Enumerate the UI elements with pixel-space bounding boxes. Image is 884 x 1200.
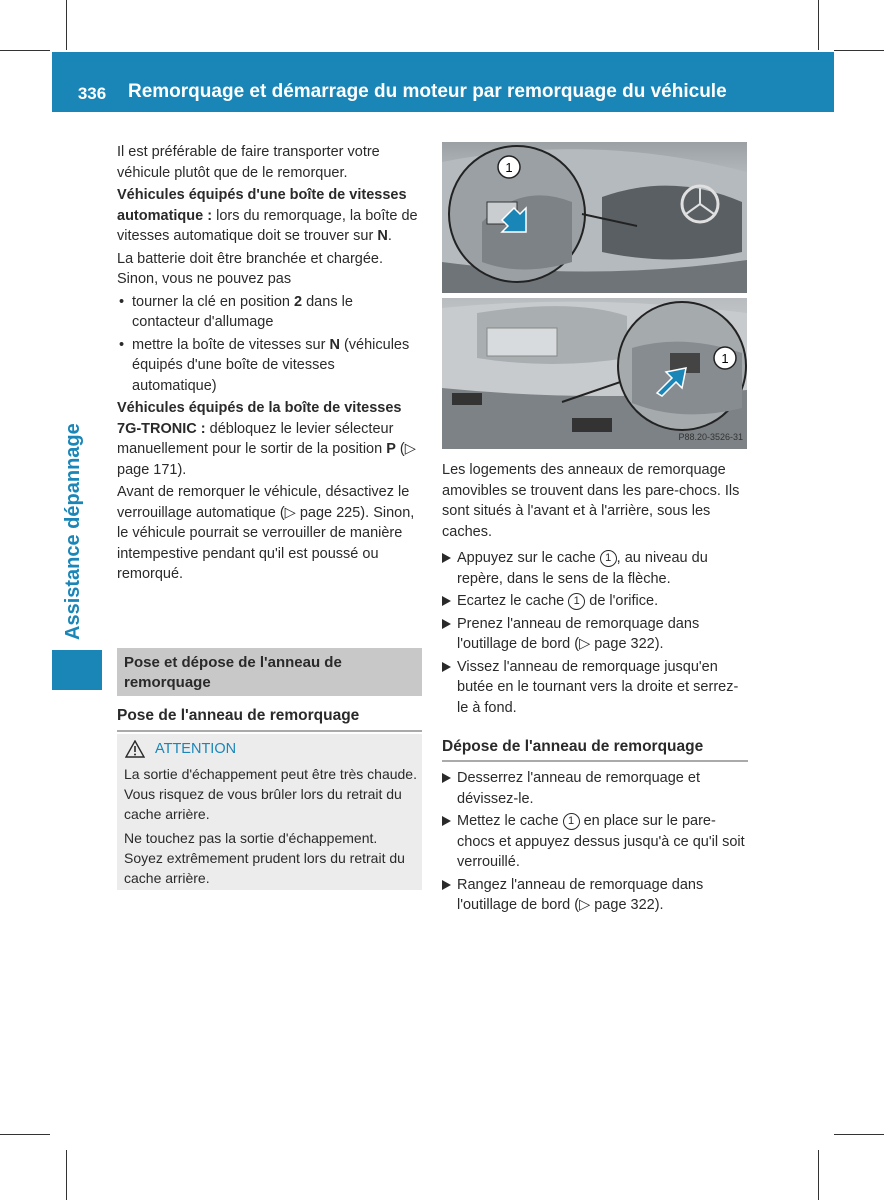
arrow-icon — [442, 553, 451, 563]
crop-mark — [818, 0, 819, 50]
arrow-icon — [442, 662, 451, 672]
attention-label: ATTENTION — [155, 741, 237, 757]
attention-text — [124, 764, 418, 890]
paragraph: Avant de remorquer le véhicule, désactivez le verrouillage automatique (▷ page 225). Sinon, le véhicule pourrait se verrouiller de manière intempestive pendant qu'il est poussé ou remorqué. — [117, 484, 415, 582]
list-item: Prenez l'anneau de remorquage dans l'outillage de bord (▷ page 322). — [442, 614, 748, 655]
sub-heading: Pose de l'anneau de remorquage — [117, 707, 360, 724]
front-bumper-photo — [442, 142, 747, 293]
arrow-icon — [442, 619, 451, 629]
side-tab-marker — [52, 650, 102, 690]
paragraph: Les logements des anneaux de remorquage amovibles se trouvent dans les pare-chocs. Ils sont situés à l'avant et à l'arrière, sous les caches. — [442, 462, 740, 540]
list-item: Desserrez l'anneau de remorquage et dévissez-le. — [442, 768, 748, 809]
attention-box — [117, 734, 422, 890]
list-item: • mettre la boîte de vitesses sur N (véhicules équipés d'une boîte de vitesses automatique) — [117, 335, 423, 397]
section-heading-box — [117, 648, 422, 696]
callout-number: 1 — [721, 351, 729, 366]
side-tab-label: Assistance dépannage — [62, 423, 84, 640]
arrow-icon — [442, 816, 451, 826]
paragraph: Véhicules équipés de la boîte de vitesses 7G-TRONIC : débloquez le levier sélecteur manuellement pour le sortir de la position P (▷ page 171). — [117, 400, 416, 478]
figure-code: P88.20-3526-31 — [678, 431, 743, 442]
crop-mark — [0, 1134, 50, 1135]
step-list — [442, 768, 748, 918]
list-item: Ecartez le cache 1 de l'orifice. — [442, 591, 748, 612]
arrow-icon — [442, 596, 451, 606]
page-number: 336 — [77, 84, 107, 103]
crop-mark — [66, 0, 67, 50]
divider — [442, 760, 748, 762]
paragraph: Véhicules équipés d'une boîte de vitesses automatique : lors du remorquage, la boîte de vitesses automatique doit se trouver sur N. — [117, 187, 418, 244]
section-heading: Pose et dépose de l'anneau de remorquage — [124, 654, 342, 691]
crop-mark — [818, 1150, 819, 1200]
crop-mark — [834, 1134, 884, 1135]
list-item: Appuyez sur le cache 1 , au niveau du repère, dans le sens de la flèche. — [442, 548, 748, 589]
arrow-icon — [442, 880, 451, 890]
crop-mark — [834, 50, 884, 51]
paragraph: La sortie d'échappement peut être très chaude. Vous risquez de vous brûler lors du retrait du cache arrière. — [124, 766, 417, 822]
list-item: Rangez l'anneau de remorquage dans l'outillage de bord (▷ page 322). — [442, 875, 748, 916]
arrow-icon — [442, 773, 451, 783]
list-item: Mettez le cache 1 en place sur le pare-chocs et appuyez dessus jusqu'à ce qu'il soit verrouillé. — [442, 811, 748, 873]
step-list — [442, 548, 748, 718]
sub-heading: Dépose de l'anneau de remorquage — [442, 738, 704, 755]
crop-mark — [66, 1150, 67, 1200]
rear-bumper-photo — [442, 298, 747, 449]
bullet-list — [117, 292, 423, 397]
callout-number: 1 — [505, 160, 513, 175]
crop-mark — [0, 50, 50, 51]
list-item: • tourner la clé en position 2 dans le contacteur d'allumage — [117, 292, 423, 333]
callout-number: 1 — [600, 550, 617, 567]
paragraph: La batterie doit être branchée et chargée. Sinon, vous ne pouvez pas — [117, 250, 384, 287]
right-column — [442, 460, 748, 720]
callout-number: 1 — [563, 813, 580, 830]
page-title: Remorquage et démarrage du moteur par remorquage du véhicule — [128, 81, 727, 102]
list-item: Vissez l'anneau de remorquage jusqu'en butée en le tournant vers la droite et serrez-le à fond. — [442, 657, 748, 719]
divider — [117, 730, 422, 732]
warning-icon — [125, 740, 145, 758]
paragraph: Ne touchez pas la sortie d'échappement. Soyez extrêmement prudent lors du retrait du cache arrière. — [124, 830, 405, 886]
paragraph: Il est préférable de faire transporter votre véhicule plutôt que de le remorquer. — [117, 144, 380, 181]
left-column — [117, 142, 423, 587]
callout-number: 1 — [568, 593, 585, 610]
car-front-illustration — [442, 142, 747, 293]
